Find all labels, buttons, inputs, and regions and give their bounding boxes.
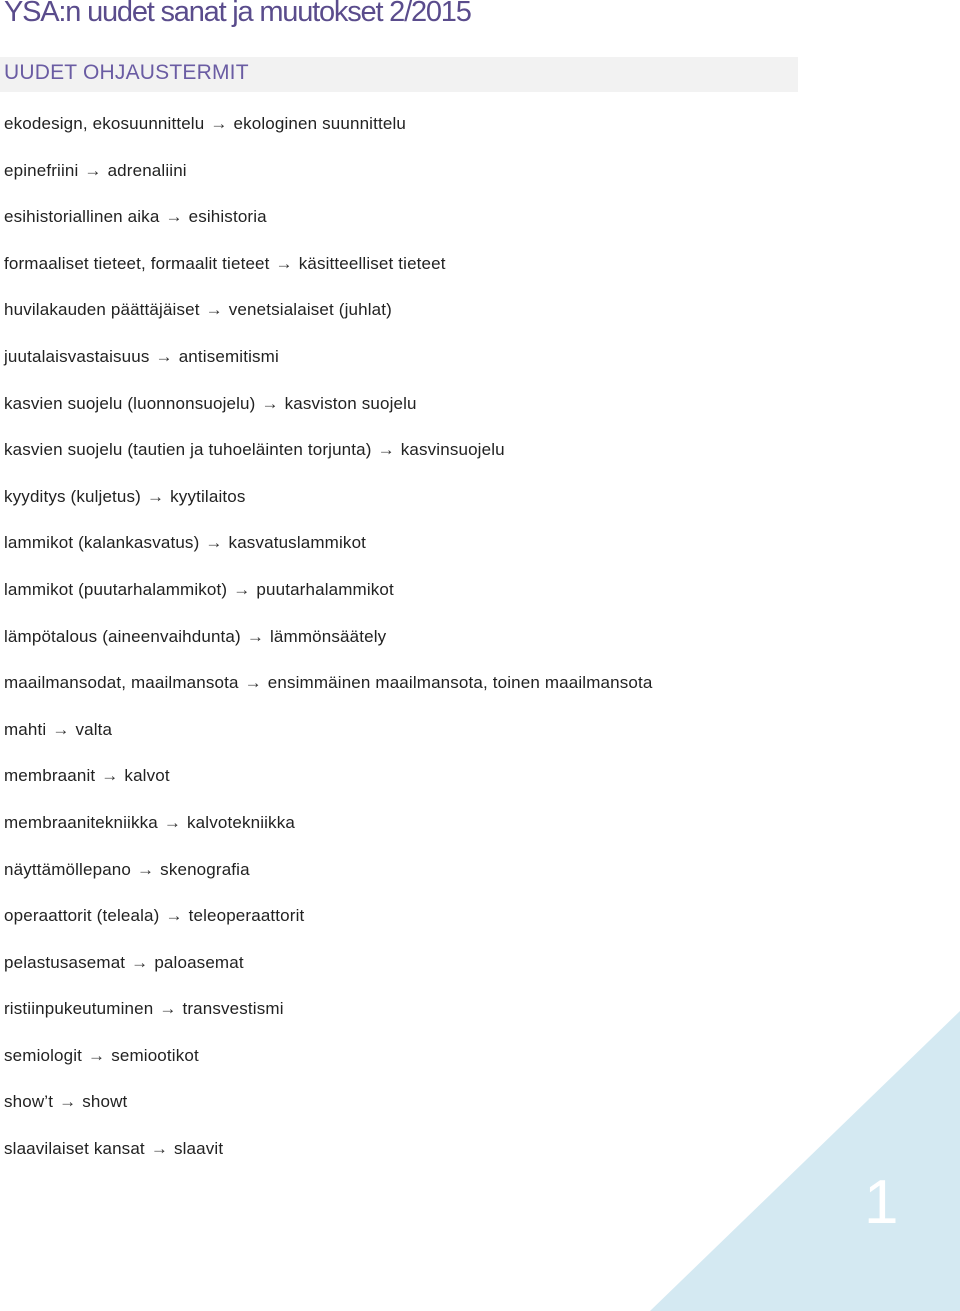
old-term: ekodesign, ekosuunnittelu xyxy=(4,114,205,133)
term-entry xyxy=(4,343,652,390)
term-entry xyxy=(4,250,652,297)
arrow-right-icon: → xyxy=(159,999,177,1019)
term-entry xyxy=(4,669,652,716)
new-term: kasvinsuojelu xyxy=(400,440,505,460)
new-term: ekologinen suunnittelu xyxy=(233,114,406,133)
section-heading: UUDET OHJAUSTERMIT xyxy=(4,61,249,84)
term-entry-list xyxy=(4,110,652,1182)
term-entry xyxy=(4,762,652,809)
new-term: transvestismi xyxy=(182,999,284,1019)
new-term: valta xyxy=(75,719,113,739)
term-entry xyxy=(4,529,652,576)
old-term: kasvien suojelu (luonnonsuojelu) xyxy=(4,393,256,413)
new-term: antisemitismi xyxy=(178,346,279,366)
term-entry xyxy=(4,1042,652,1089)
term-entry xyxy=(4,949,652,996)
new-term: esihistoria xyxy=(188,207,267,227)
arrow-right-icon: → xyxy=(163,812,182,832)
arrow-right-icon: → xyxy=(233,579,251,599)
new-term: skenografia xyxy=(160,859,250,879)
old-term: formaaliset tieteet, formaalit tieteet xyxy=(4,253,270,273)
arrow-right-icon: → xyxy=(150,1139,168,1159)
new-term: kyytilaitos xyxy=(170,486,246,506)
new-term: showt xyxy=(82,1092,128,1112)
new-term: lämmönsäätely xyxy=(270,626,387,646)
term-entry xyxy=(4,623,652,670)
new-term: adrenaliini xyxy=(107,160,187,180)
new-term: slaavit xyxy=(173,1139,224,1159)
corner-triangle-decoration xyxy=(650,1011,960,1311)
arrow-right-icon: → xyxy=(165,207,183,227)
old-term: lämpötalous (aineenvaihdunta) xyxy=(4,626,241,646)
new-term: teleoperaattorit xyxy=(188,906,305,926)
corner-triangle-shape xyxy=(650,1011,960,1311)
new-term: kalvotekniikka xyxy=(187,812,295,832)
term-entry xyxy=(4,856,652,903)
old-term: show’t xyxy=(4,1092,54,1112)
term-entry xyxy=(4,809,652,856)
old-term: semiologit xyxy=(4,1045,83,1065)
old-term: membraanitekniikka xyxy=(4,812,158,832)
new-term: venetsialaiset (juhlat) xyxy=(228,300,392,320)
arrow-right-icon: → xyxy=(261,393,279,413)
new-term: puutarhalammikot xyxy=(256,579,394,599)
document-title: YSA:n uudet sanat ja muutokset 2/2015 xyxy=(4,0,471,28)
old-term: ristiinpukeutuminen xyxy=(4,999,154,1019)
old-term: epinefriini xyxy=(4,160,79,180)
term-entry xyxy=(4,995,652,1042)
old-term: operaattorit (teleala) xyxy=(4,906,160,926)
term-entry xyxy=(4,1135,652,1182)
old-term: juutalaisvastaisuus xyxy=(4,346,150,366)
arrow-right-icon: → xyxy=(147,486,165,506)
old-term: huvilakauden päättäjäiset xyxy=(4,300,200,320)
arrow-right-icon: → xyxy=(210,114,228,133)
arrow-right-icon: → xyxy=(205,300,223,320)
term-entry xyxy=(4,110,652,157)
old-term: maailmansodat, maailmansota xyxy=(4,673,239,693)
old-term: kyyditys (kuljetus) xyxy=(4,486,141,506)
arrow-right-icon: → xyxy=(244,673,262,693)
old-term: pelastusasemat xyxy=(4,952,126,972)
arrow-right-icon: → xyxy=(88,1045,106,1065)
arrow-right-icon: → xyxy=(205,533,223,553)
new-term: käsitteelliset tieteet xyxy=(298,253,446,273)
old-term: näyttämöllepano xyxy=(4,859,132,879)
term-entry xyxy=(4,203,652,250)
term-entry xyxy=(4,483,652,530)
old-term: esihistoriallinen aika xyxy=(4,207,160,227)
old-term: lammikot (puutarhalammikot) xyxy=(4,579,228,599)
term-entry xyxy=(4,576,652,623)
term-entry xyxy=(4,296,652,343)
new-term: kasvatuslammikot xyxy=(228,533,367,553)
term-entry xyxy=(4,716,652,763)
new-term: semiootikot xyxy=(111,1045,199,1065)
term-entry xyxy=(4,1088,652,1135)
term-entry xyxy=(4,902,652,949)
term-entry xyxy=(4,157,652,204)
old-term: kasvien suojelu (tautien ja tuhoeläinten torjunta) xyxy=(4,440,372,460)
old-term: lammikot (kalankasvatus) xyxy=(4,533,200,553)
arrow-right-icon: → xyxy=(165,906,183,926)
old-term: slaavilaiset kansat xyxy=(4,1139,145,1159)
arrow-right-icon: → xyxy=(131,952,149,972)
page-number: 1 xyxy=(864,1168,899,1237)
new-term: ensimmäinen maailmansota, toinen maailmansota xyxy=(267,673,653,693)
arrow-right-icon: → xyxy=(246,626,264,646)
old-term: mahti xyxy=(4,719,47,739)
old-term: membraanit xyxy=(4,766,96,786)
term-entry xyxy=(4,390,652,437)
term-entry xyxy=(4,436,652,483)
arrow-right-icon: → xyxy=(155,346,173,366)
arrow-right-icon: → xyxy=(59,1092,77,1112)
arrow-right-icon: → xyxy=(52,719,70,739)
arrow-right-icon: → xyxy=(84,160,102,180)
arrow-right-icon: → xyxy=(275,253,293,273)
arrow-right-icon: → xyxy=(377,440,395,460)
new-term: kasviston suojelu xyxy=(284,393,417,413)
arrow-right-icon: → xyxy=(101,766,119,786)
new-term: paloasemat xyxy=(154,952,244,972)
arrow-right-icon: → xyxy=(137,859,155,879)
new-term: kalvot xyxy=(124,766,170,786)
